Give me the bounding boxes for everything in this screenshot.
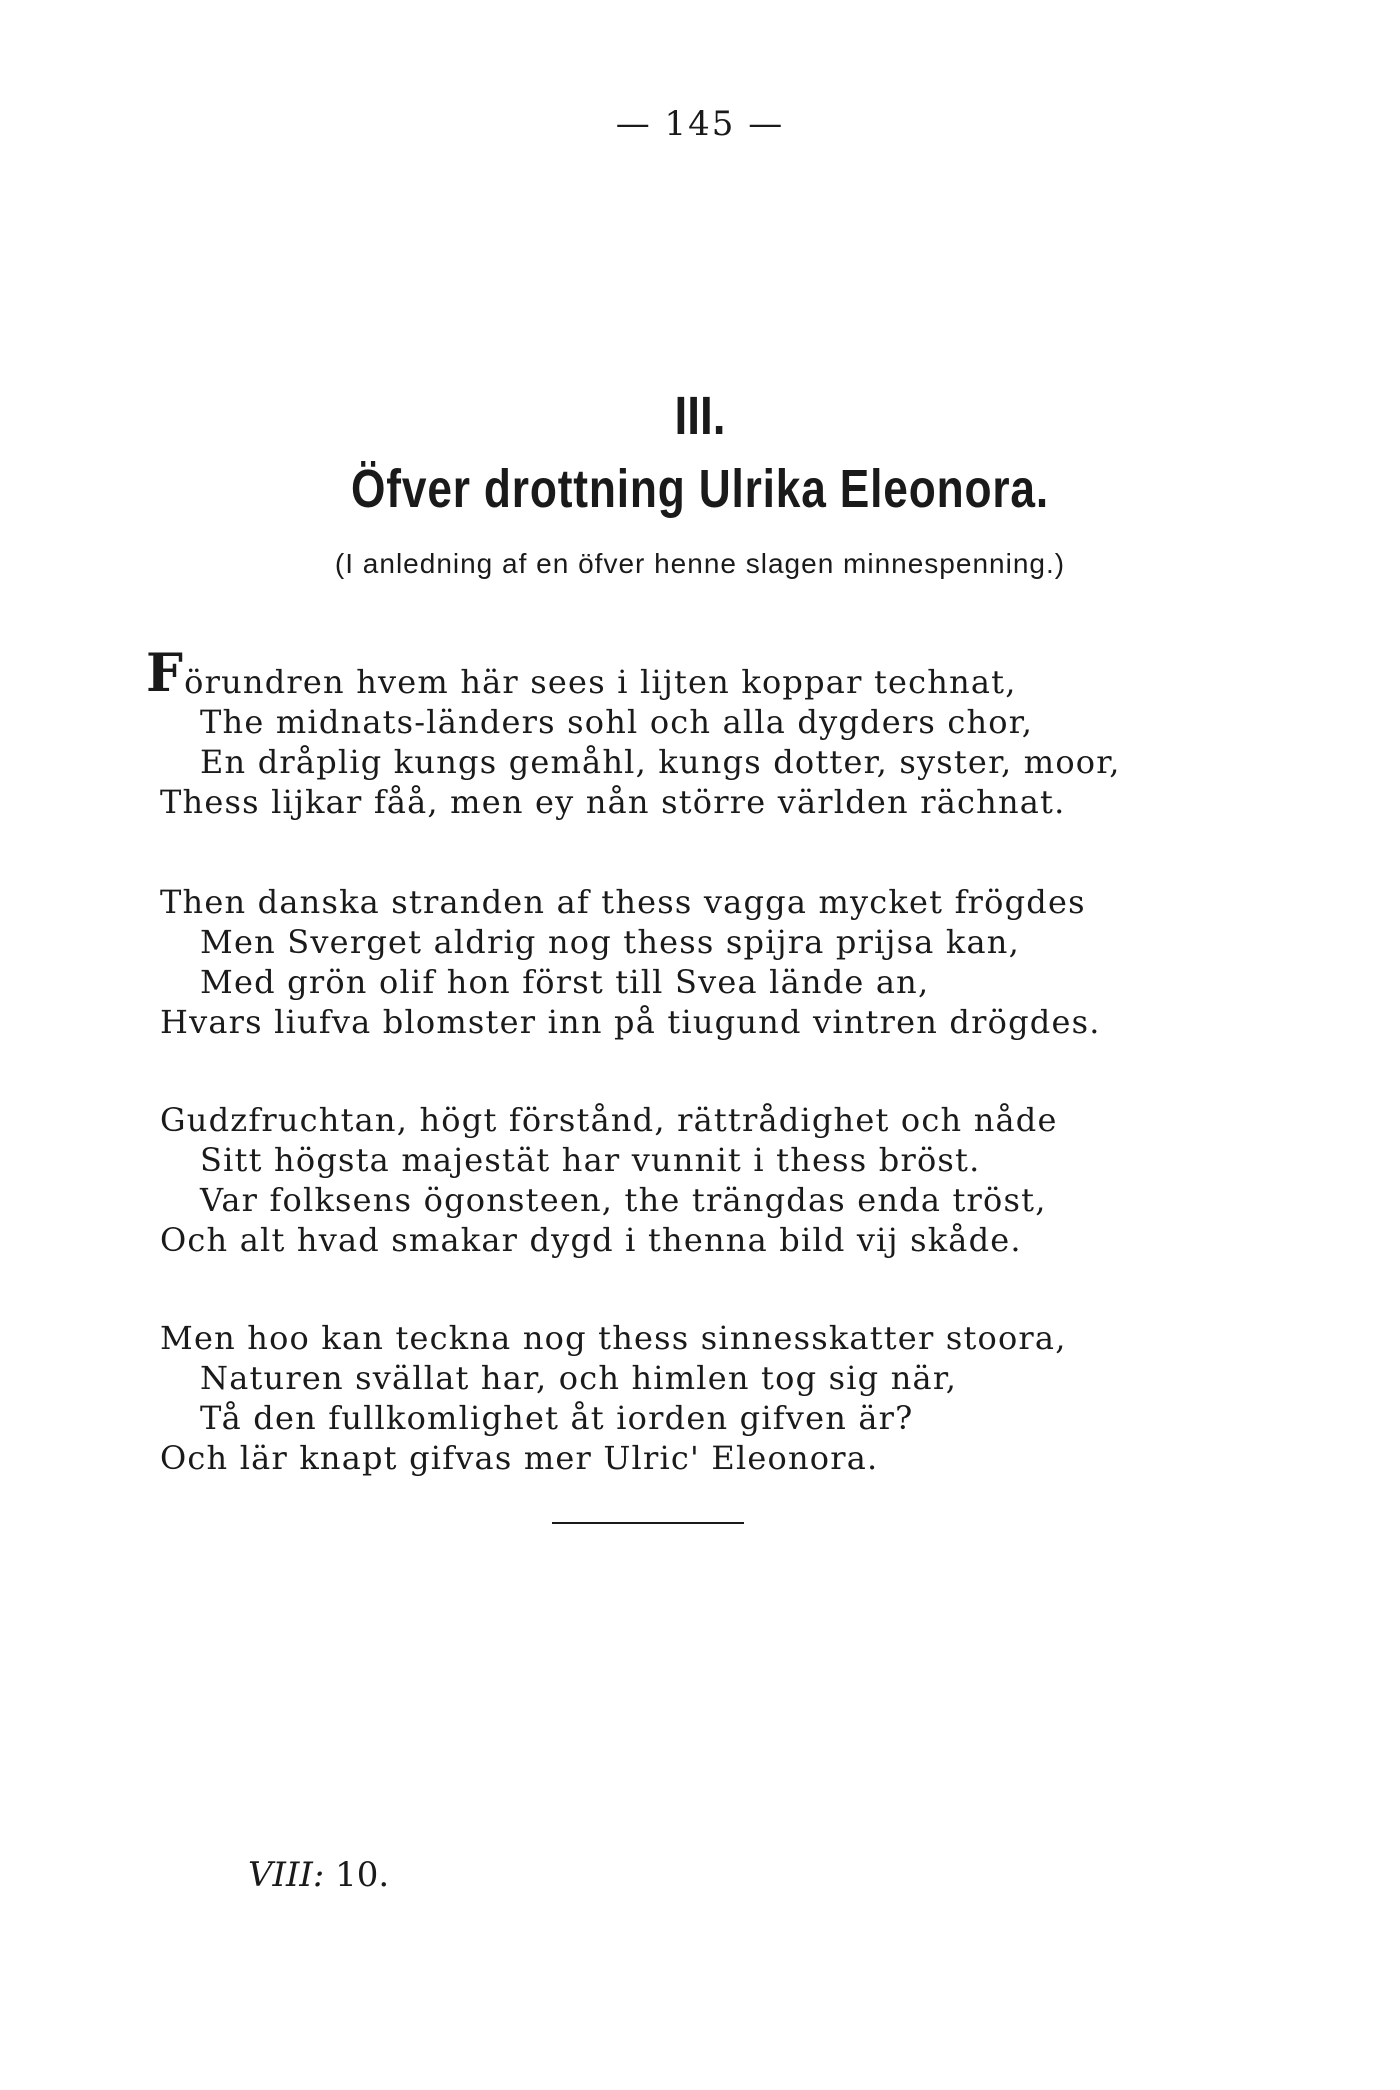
stanza-4-line-4: Och lär knapt gifvas mer Ulric' Eleonora. (160, 1439, 879, 1477)
stanza-2-line-4: Hvars liufva blomster inn på tiugund vintren drögdes. (160, 1003, 1101, 1041)
poem-subtitle: (I anledning af en öfver henne slagen minnespenning.) (334, 548, 1066, 579)
stanza-2-line-2: Men Sverget aldrig nog thess spijra prijsa kan, (200, 923, 1020, 961)
stanza-1-line-2: The midnats-länders sohl och alla dygders chor, (200, 703, 1034, 741)
end-rule (552, 1522, 744, 1524)
page-number: — 145 — (615, 104, 785, 144)
section-number: III. (674, 386, 726, 446)
stanza-3 (160, 1100, 1310, 1260)
stanza-4-line-3: Tå den fullkomlighet åt iorden gifven är? (200, 1399, 914, 1437)
stanza-3-line-3: Var folksens ögonsteen, the trängdas enda tröst, (200, 1181, 1047, 1219)
stanza-3-line-2: Sitt högsta majestät har vunnit i thess bröst. (200, 1141, 981, 1179)
stanza-1-line-4: Thess lijkar fåå, men ey nån större världen rächnat. (160, 783, 1066, 821)
stanza-2 (160, 882, 1310, 1042)
stanza-3-line-1: Gudzfruchtan, högt förstånd, rättrådighet och nåde (160, 1101, 1058, 1139)
stanza-2-line-3: Med grön olif hon först till Svea lände an, (200, 963, 930, 1001)
stanza-4 (160, 1318, 1310, 1478)
stanza-3-line-4: Och alt hvad smakar dygd i thenna bild vij skåde. (160, 1221, 1022, 1259)
signature-volume: VIII: (248, 1855, 325, 1895)
drop-cap: F (146, 643, 185, 704)
poem-title: Öfver drottning Ulrika Eleonora. (351, 459, 1049, 519)
stanza-1 (146, 643, 1310, 822)
stanza-1-line-1-text: örundren hvem här sees i lijten koppar technat, (184, 663, 1017, 701)
stanza-1-line-3: En dråplig kungs gemåhl, kungs dotter, syster, moor, (200, 743, 1121, 781)
stanza-2-line-1: Then danska stranden af thess vagga mycket frögdes (160, 883, 1086, 921)
stanza-1-line-1 (146, 643, 1310, 704)
stanza-4-line-2: Naturen svällat har, och himlen tog sig när, (200, 1359, 958, 1397)
signature-number: 10. (335, 1855, 390, 1895)
printer-signature (248, 1855, 389, 1895)
stanza-4-line-1: Men hoo kan teckna nog thess sinnesskatter stoora, (160, 1319, 1067, 1357)
